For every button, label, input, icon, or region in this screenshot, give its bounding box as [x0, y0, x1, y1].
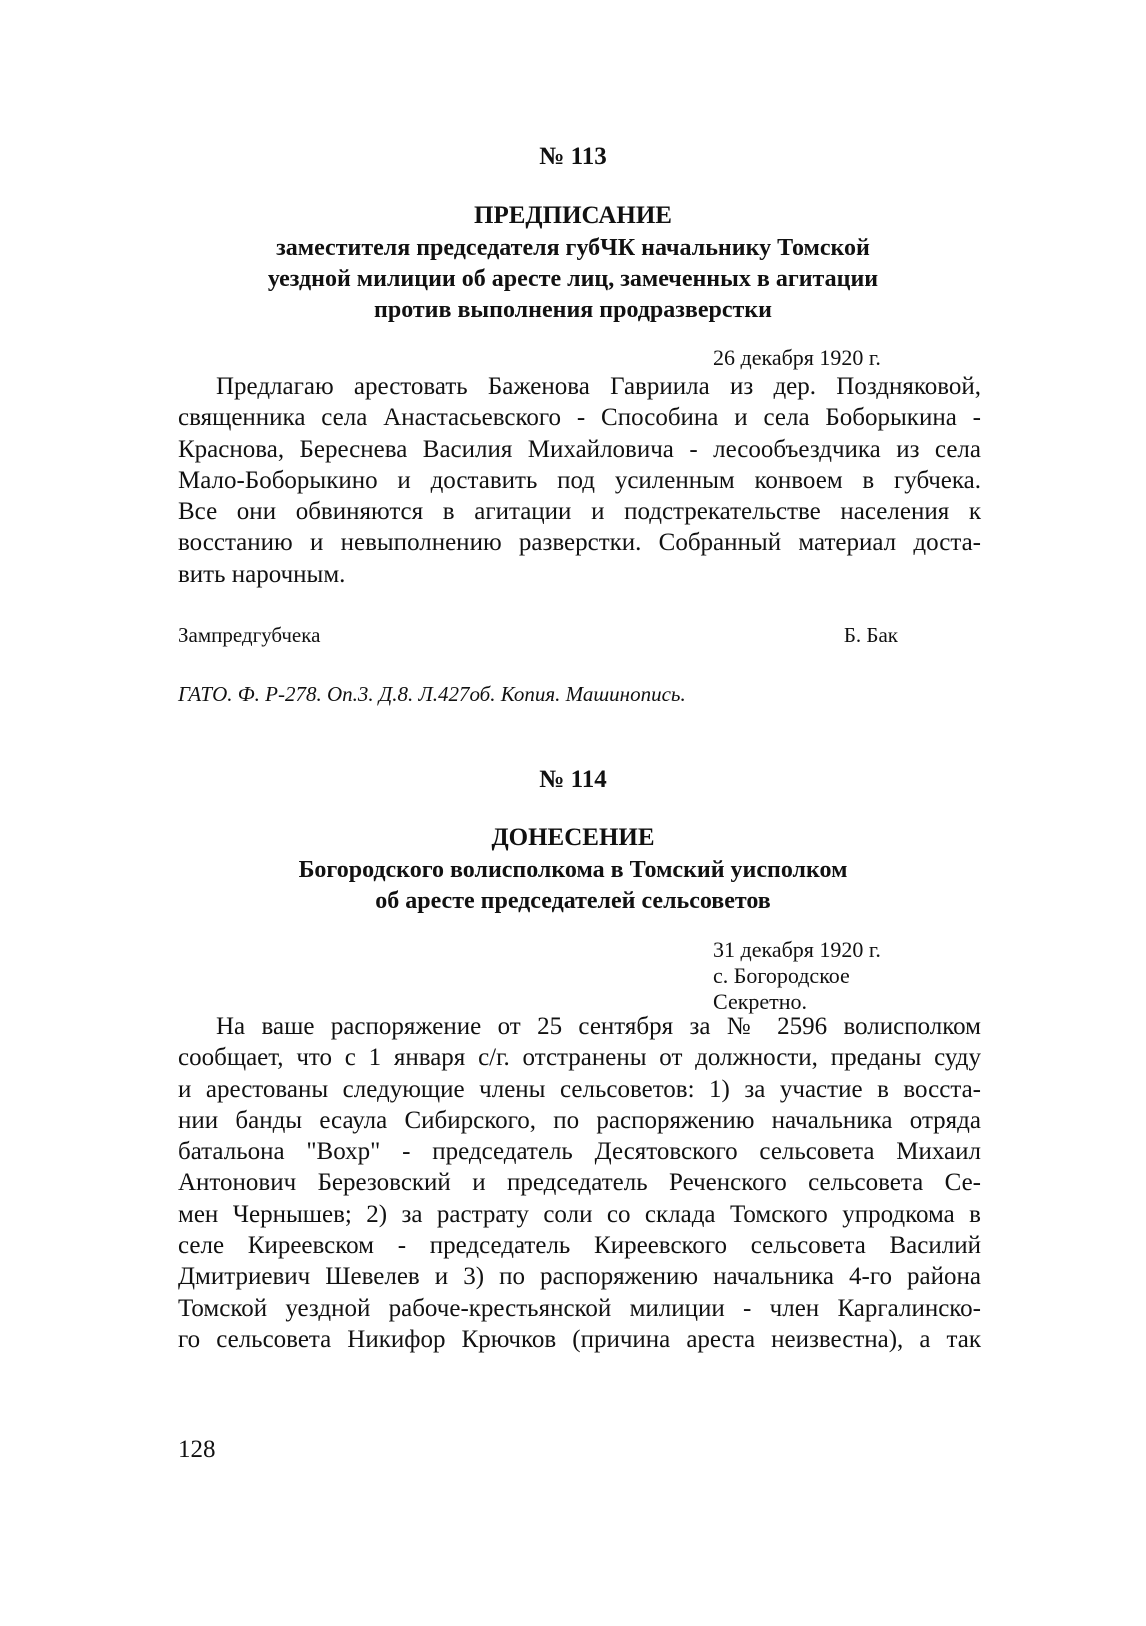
document-114-date: [713, 937, 881, 1015]
document-114-subtitle-line: Богородского волисполкома в Томский уисполком: [298, 857, 848, 883]
document-114-date-line: 31 декабря 1920 г.: [713, 937, 881, 962]
document-114-type: ДОНЕСЕНИЕ: [491, 824, 655, 851]
body-line: нии банды есаула Сибирского, по распоряжению начальника отряда: [178, 1106, 981, 1134]
signature-name: Б. Бак: [843, 623, 898, 647]
document-113-date: [713, 345, 881, 371]
body-line: вить нарочным.: [178, 560, 346, 588]
body-line: На ваше распоряжение от 25 сентября за № 2596 волисполком: [216, 1013, 981, 1040]
document-114-heading: [200, 822, 946, 917]
body-line: сообщает, что с 1 января с/г. отстранены от должности, преданы суду: [178, 1044, 981, 1072]
document-113-heading: [200, 200, 946, 326]
document-113-date-line: 26 декабря 1920 г.: [713, 345, 881, 370]
document-114-classification-line: Секретно.: [713, 989, 808, 1014]
body-line: Мало-Боборыкино и доставить под усиленным конвоем в губчека.: [178, 466, 981, 494]
body-line: го сельсовета Никифор Крючков (причина ареста неизвестна), а так: [178, 1325, 981, 1353]
document-113-subtitle-line: заместителя председателя губЧК начальнику Томской: [276, 235, 870, 261]
page-number: 128: [178, 1436, 216, 1463]
body-line: священника села Анастасьевского - Способина и села Боборыкина -: [178, 404, 981, 432]
document-113-number: № 113: [539, 143, 607, 170]
body-line: Предлагаю арестовать Баженова Гавриила из дер. Поздняковой,: [216, 373, 981, 400]
body-line: мен Чернышев; 2) за растрату соли со склада Томского упродкома в: [178, 1200, 981, 1228]
document-113-type: ПРЕДПИСАНИЕ: [474, 202, 672, 229]
body-line: батальона "Вохр" - председатель Десятовского сельсовета Михаил: [178, 1138, 981, 1166]
document-113-body: [178, 371, 981, 590]
body-line: Краснова, Береснева Василия Михайловича - лесообъездчика из села: [178, 435, 981, 463]
document-113-subtitle-line: против выполнения продразверстки: [374, 297, 772, 323]
document-113-archive-reference: ГАТО. Ф. Р-278. Оп.3. Д.8. Л.427об. Копия. Машинопись.: [178, 682, 686, 706]
body-line: Томской уездной рабоче-крестьянской милиции - член Каргалинско-: [178, 1294, 981, 1322]
document-114-place-line: с. Богородское: [713, 963, 850, 988]
body-line: Все они обвиняются в агитации и подстрекательстве населения к: [178, 498, 981, 526]
body-line: восстанию и невыполнению разверстки. Собранный материал доста-: [178, 529, 981, 557]
document-114-number: № 114: [539, 766, 607, 793]
document-113-subtitle-line: уездной милиции об аресте лиц, замеченных в агитации: [267, 266, 879, 292]
body-line: Антонович Березовский и председатель Реченского сельсовета Се-: [178, 1169, 981, 1197]
document-114-subtitle-line: об аресте председателей сельсоветов: [375, 888, 771, 914]
body-line: и арестованы следующие члены сельсоветов: 1) за участие в восста-: [178, 1075, 981, 1103]
signature-title: Зампредгубчека: [178, 623, 321, 647]
document-114-body: [178, 1011, 981, 1355]
body-line: селе Киреевском - председатель Киреевского сельсовета Василий: [178, 1232, 981, 1260]
body-line: Дмитриевич Шевелев и 3) по распоряжению начальника 4-го района: [178, 1263, 981, 1291]
